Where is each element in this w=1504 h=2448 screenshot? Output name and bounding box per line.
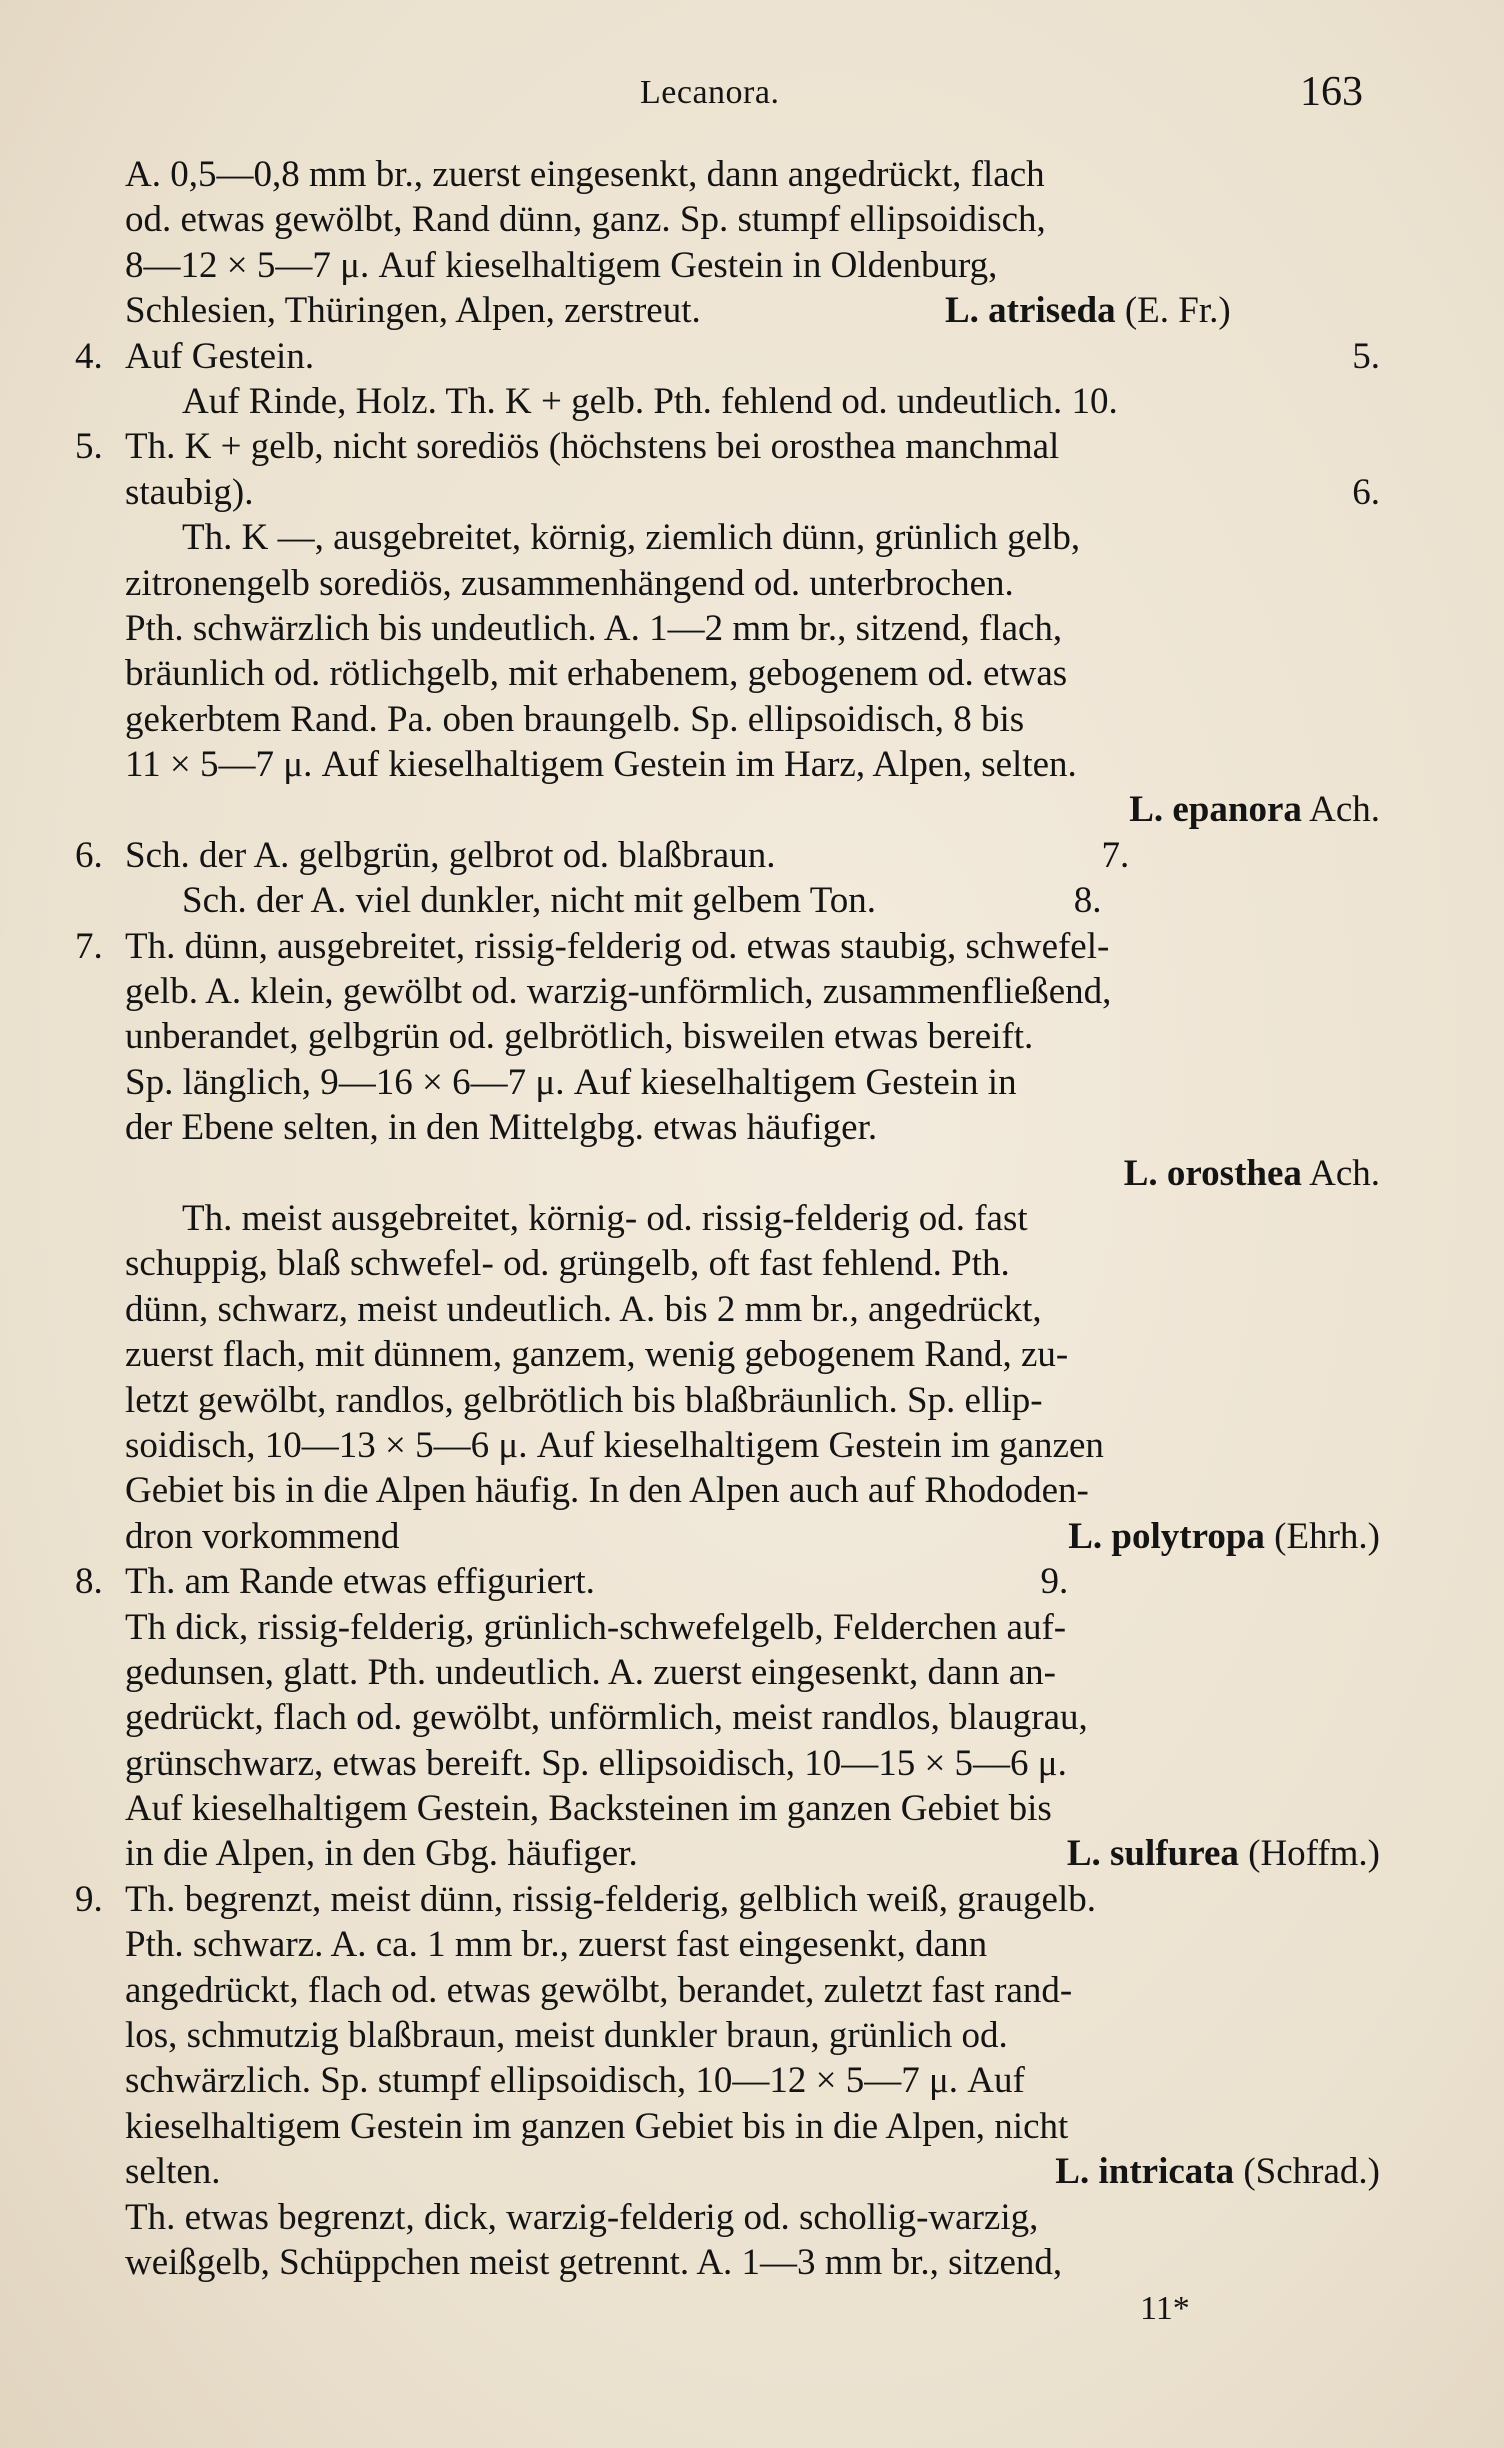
species-author: (Schrad.) bbox=[1234, 2151, 1380, 2193]
text-line bbox=[125, 606, 1380, 651]
text-line bbox=[75, 1559, 1380, 1604]
key-number: 4. bbox=[75, 335, 103, 377]
text-line bbox=[125, 1378, 1380, 1423]
line-text: Sch. der A. gelbgrün, gelbrot od. blaßbraun. bbox=[125, 834, 776, 876]
text-line bbox=[125, 969, 1380, 1014]
species-author: Ach. bbox=[1301, 1152, 1380, 1194]
text-line bbox=[125, 1922, 1380, 1967]
line-text: schwärzlich. Sp. stumpf ellipsoidisch, 10—12 × 5—7 μ. Auf bbox=[125, 2060, 1025, 2102]
species-author: Ach. bbox=[1301, 789, 1380, 831]
line-text: Th. K —, ausgebreitet, körnig, ziemlich dünn, grünlich gelb, bbox=[182, 517, 1081, 559]
line-text: weißgelb, Schüppchen meist getrennt. A. 1—3 mm br., sitzend, bbox=[125, 2241, 1063, 2283]
text-line bbox=[125, 1241, 1380, 1286]
species-binomial: L. intricata bbox=[1055, 2151, 1235, 2193]
text-line bbox=[75, 1877, 1380, 1922]
line-text: Schlesien, Thüringen, Alpen, zerstreut. bbox=[125, 290, 701, 332]
line-text: Th. am Rande etwas effiguriert. bbox=[125, 1561, 595, 1603]
text-line bbox=[125, 1695, 1380, 1740]
key-number: 7. bbox=[75, 925, 103, 967]
line-text: in die Alpen, in den Gbg. häufiger. bbox=[125, 1833, 638, 1875]
text-line bbox=[125, 152, 1380, 197]
text-line bbox=[125, 1831, 1380, 1876]
text-line bbox=[125, 2240, 1380, 2285]
species-name bbox=[1067, 1831, 1380, 1876]
signature-mark: 11* bbox=[1140, 2290, 1190, 2327]
text-line bbox=[125, 1741, 1380, 1786]
text-line bbox=[125, 651, 1380, 696]
line-text: od. etwas gewölbt, Rand dünn, ganz. Sp. stumpf ellipsoidisch, bbox=[125, 199, 1046, 241]
text-line bbox=[125, 1287, 1380, 1332]
line-text: angedrückt, flach od. etwas gewölbt, berandet, zuletzt fast rand- bbox=[125, 1969, 1073, 2011]
key-reference: 5. bbox=[1352, 335, 1380, 377]
key-reference: 7. bbox=[1101, 834, 1130, 876]
line-text: Th. begrenzt, meist dünn, rissig-felderig, gelblich weiß, graugelb. bbox=[125, 1878, 1096, 1920]
text-line bbox=[125, 697, 1380, 742]
text-line bbox=[125, 1786, 1380, 1831]
species-name bbox=[1124, 1151, 1380, 1196]
species-binomial: L. epanora bbox=[1129, 789, 1302, 831]
text-line bbox=[75, 924, 1380, 969]
line-text: dron vorkommend bbox=[125, 1515, 400, 1557]
key-number: 6. bbox=[75, 834, 103, 876]
line-text: Th. K + gelb, nicht sorediös (höchstens bei orosthea manchmal bbox=[125, 426, 1060, 468]
line-text: Pth. schwärzlich bis undeutlich. A. 1—2 mm br., sitzend, flach, bbox=[125, 607, 1063, 649]
line-text: Th. dünn, ausgebreitet, rissig-felderig od. etwas staubig, schwefel- bbox=[125, 925, 1110, 967]
text-line bbox=[125, 1605, 1380, 1650]
line-text: letzt gewölbt, randlos, gelbrötlich bis blaßbräunlich. Sp. ellip- bbox=[125, 1379, 1043, 1421]
line-text: Th. meist ausgebreitet, körnig- od. rissig-felderig od. fast bbox=[182, 1197, 1028, 1239]
line-text: kieselhaltigem Gestein im ganzen Gebiet bis in die Alpen, nicht bbox=[125, 2105, 1069, 2147]
text-line bbox=[125, 1423, 1380, 1468]
line-text: gekerbtem Rand. Pa. oben braungelb. Sp. ellipsoidisch, 8 bis bbox=[125, 698, 1025, 740]
text-line bbox=[125, 2195, 1380, 2240]
line-text: staubig). bbox=[125, 471, 254, 513]
line-text: gedrückt, flach od. gewölbt, unförmlich, meist randlos, blaugrau, bbox=[125, 1697, 1088, 1739]
species-binomial: L. polytropa bbox=[1068, 1515, 1265, 1557]
line-text: Auf kieselhaltigem Gestein, Backsteinen im ganzen Gebiet bis bbox=[125, 1788, 1052, 1830]
key-reference: 6. bbox=[1352, 471, 1380, 513]
text-line bbox=[125, 2149, 1380, 2194]
line-text: grünschwarz, etwas bereift. Sp. ellipsoidisch, 10—15 × 5—6 μ. bbox=[125, 1742, 1067, 1784]
text-line bbox=[125, 288, 1380, 333]
text-line bbox=[125, 561, 1380, 606]
species-binomial: L. sulfurea bbox=[1066, 1833, 1239, 1875]
text-line bbox=[125, 1060, 1380, 1105]
line-text: der Ebene selten, in den Mittelgbg. etwas häufiger. bbox=[125, 1107, 878, 1149]
text-line bbox=[125, 1968, 1380, 2013]
line-text: Sch. der A. viel dunkler, nicht mit gelbem Ton. bbox=[182, 880, 877, 922]
line-text: A. 0,5—0,8 mm br., zuerst eingesenkt, dann angedrückt, flach bbox=[125, 154, 1045, 195]
line-text: 8—12 × 5—7 μ. Auf kieselhaltigem Gestein in Oldenburg, bbox=[125, 244, 998, 286]
body-text bbox=[75, 152, 1380, 2285]
key-reference: 8. bbox=[1073, 880, 1102, 922]
text-line bbox=[75, 334, 1380, 379]
text-line bbox=[125, 742, 1380, 787]
species-author: (E. Fr.) bbox=[1115, 290, 1231, 332]
key-number: 8. bbox=[75, 1561, 103, 1603]
text-line bbox=[125, 1151, 1380, 1196]
text-line bbox=[125, 1014, 1380, 1059]
species-author: (Hoffm.) bbox=[1238, 1833, 1380, 1875]
line-text: bräunlich od. rötlichgelb, mit erhabenem, gebogenem od. etwas bbox=[125, 653, 1068, 695]
line-text: 11 × 5—7 μ. Auf kieselhaltigem Gestein im Harz, Alpen, selten. bbox=[125, 744, 1077, 786]
text-line bbox=[125, 379, 1380, 424]
species-binomial: L. atriseda bbox=[945, 290, 1116, 332]
species-name bbox=[1055, 2149, 1380, 2194]
line-text: Th. etwas begrenzt, dick, warzig-felderig od. schollig-warzig, bbox=[125, 2196, 1039, 2238]
text-line bbox=[125, 243, 1380, 288]
line-text: schuppig, blaß schwefel- od. grüngelb, oft fast fehlend. Pth. bbox=[125, 1243, 1010, 1285]
text-line bbox=[125, 787, 1380, 832]
line-text: Auf Rinde, Holz. Th. K + gelb. Pth. fehlend od. undeutlich. 10. bbox=[182, 380, 1118, 422]
line-text: dünn, schwarz, meist undeutlich. A. bis 2 mm br., angedrückt, bbox=[125, 1288, 1042, 1330]
text-line bbox=[125, 1468, 1380, 1513]
text-line bbox=[125, 1514, 1380, 1559]
line-text: Sp. länglich, 9—16 × 6—7 μ. Auf kieselhaltigem Gestein in bbox=[125, 1061, 1017, 1103]
line-text: soidisch, 10—13 × 5—6 μ. Auf kieselhaltigem Gestein im ganzen bbox=[125, 1424, 1104, 1466]
species-binomial: L. orosthea bbox=[1123, 1152, 1302, 1194]
line-text: Th dick, rissig-felderig, grünlich-schwefelgelb, Felderchen auf- bbox=[125, 1606, 1067, 1648]
text-line bbox=[125, 1196, 1380, 1241]
text-line bbox=[125, 515, 1380, 560]
line-text: selten. bbox=[125, 2151, 221, 2193]
running-head: Lecanora. bbox=[640, 74, 780, 111]
key-reference: 9. bbox=[1040, 1561, 1069, 1603]
species-name bbox=[1068, 1514, 1380, 1559]
text-line bbox=[125, 197, 1380, 242]
text-line bbox=[125, 878, 1380, 923]
line-text: los, schmutzig blaßbraun, meist dunkler braun, grünlich od. bbox=[125, 2015, 1008, 2057]
text-line bbox=[125, 1650, 1380, 1695]
text-line bbox=[125, 2058, 1380, 2103]
key-number: 9. bbox=[75, 1878, 103, 1920]
line-text: zuerst flach, mit dünnem, ganzem, wenig gebogenem Rand, zu- bbox=[125, 1334, 1069, 1376]
line-text: zitronengelb sorediös, zusammenhängend od. unterbrochen. bbox=[125, 562, 1014, 604]
text-line bbox=[75, 833, 1380, 878]
text-line bbox=[75, 424, 1380, 469]
species-name bbox=[945, 288, 1231, 333]
line-text: gedunsen, glatt. Pth. undeutlich. A. zuerst eingesenkt, dann an- bbox=[125, 1651, 1056, 1693]
text-line bbox=[125, 2104, 1380, 2149]
text-line bbox=[125, 470, 1380, 515]
line-text: Gebiet bis in die Alpen häufig. In den Alpen auch auf Rhododen- bbox=[125, 1470, 1089, 1512]
text-line bbox=[125, 1105, 1380, 1150]
line-text: unberandet, gelbgrün od. gelbrötlich, bisweilen etwas bereift. bbox=[125, 1016, 1034, 1058]
line-text: Auf Gestein. bbox=[125, 335, 315, 377]
species-name bbox=[1129, 787, 1380, 832]
text-line bbox=[125, 2013, 1380, 2058]
line-text: gelb. A. klein, gewölbt od. warzig-unförmlich, zusammenfließend, bbox=[125, 971, 1112, 1013]
key-number: 5. bbox=[75, 426, 103, 468]
page-number: 163 bbox=[1300, 69, 1363, 115]
text-line bbox=[125, 1332, 1380, 1377]
line-text: Pth. schwarz. A. ca. 1 mm br., zuerst fast eingesenkt, dann bbox=[125, 1924, 988, 1966]
species-author: (Ehrh.) bbox=[1264, 1515, 1380, 1557]
